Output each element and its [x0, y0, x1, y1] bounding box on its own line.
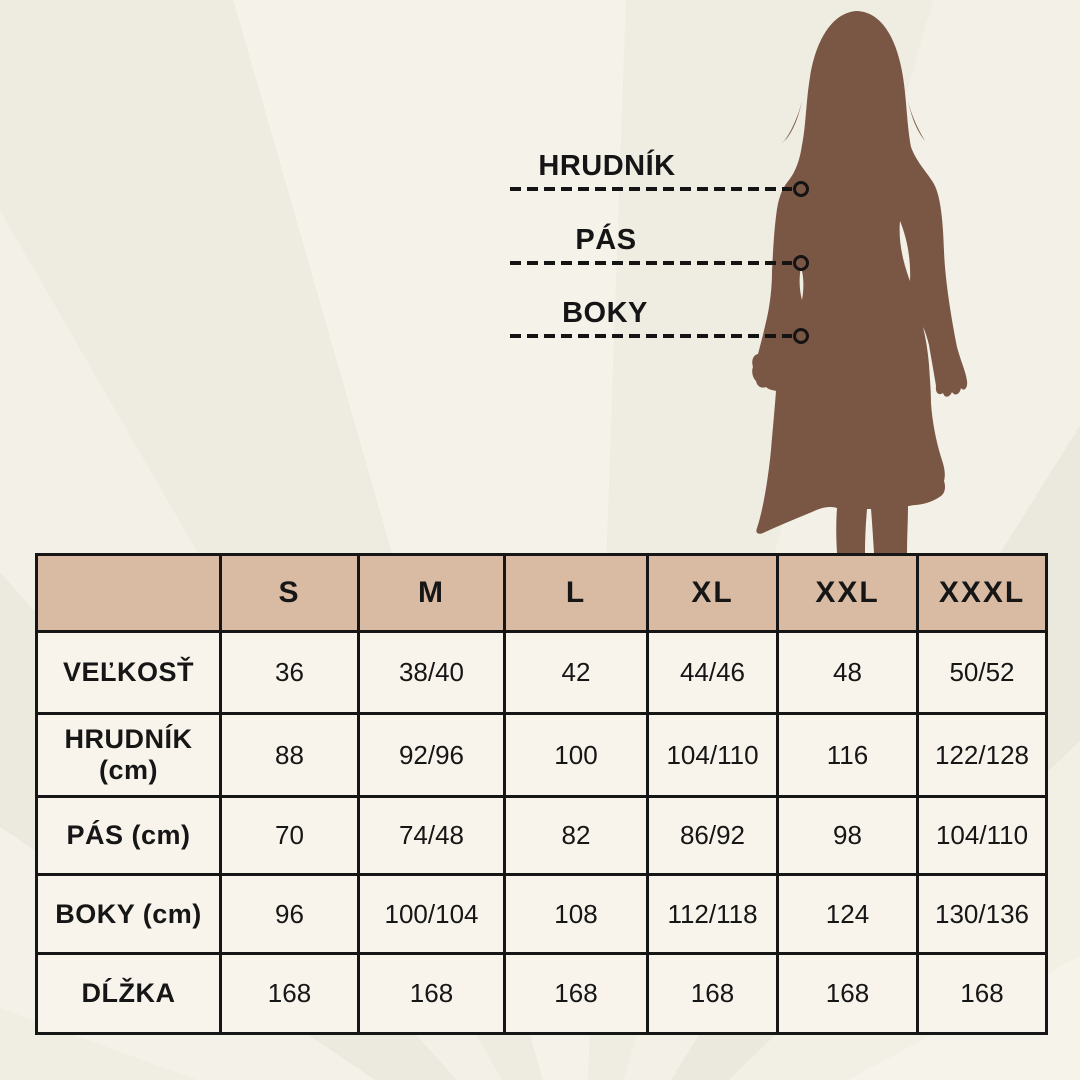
table-cell: 168: [505, 954, 648, 1034]
column-header-l: L: [505, 555, 648, 632]
measurement-point-icon: [793, 255, 809, 271]
row-label: VEĽKOSŤ: [37, 632, 221, 714]
row-label: PÁS (cm): [37, 797, 221, 875]
table-cell: 130/136: [918, 875, 1047, 954]
table-cell: 168: [918, 954, 1047, 1034]
table-cell: 38/40: [359, 632, 505, 714]
table-cell: 168: [648, 954, 778, 1034]
table-cell: 48: [778, 632, 918, 714]
column-header-xxl: XXL: [778, 555, 918, 632]
size-chart-table: [35, 553, 1048, 1035]
table-cell: 124: [778, 875, 918, 954]
table-cell: 122/128: [918, 714, 1047, 797]
table-cell: 82: [505, 797, 648, 875]
table-row-boky: [37, 875, 1047, 954]
table-cell: 86/92: [648, 797, 778, 875]
table-cell: 104/110: [918, 797, 1047, 875]
measurement-label-hrudnik: HRUDNÍK: [538, 150, 676, 182]
table-cell: 100/104: [359, 875, 505, 954]
table-cell: 96: [221, 875, 359, 954]
woman-silhouette-icon: [730, 5, 1020, 554]
table-cell: 36: [221, 632, 359, 714]
table-row-hrudnik: [37, 714, 1047, 797]
row-label: BOKY (cm): [37, 875, 221, 954]
dashed-line-boky: [510, 334, 792, 338]
column-header-s: S: [221, 555, 359, 632]
dashed-line-hrudnik: [510, 187, 792, 191]
measurement-label-boky: BOKY: [562, 297, 648, 329]
table-cell: 44/46: [648, 632, 778, 714]
table-cell: 112/118: [648, 875, 778, 954]
measurement-label-pas: PÁS: [575, 224, 637, 256]
table-cell: 74/48: [359, 797, 505, 875]
table-cell: 70: [221, 797, 359, 875]
column-header-xxxl: XXXL: [918, 555, 1047, 632]
table-cell: 50/52: [918, 632, 1047, 714]
table-cell: 168: [778, 954, 918, 1034]
dashed-line-pas: [510, 261, 792, 265]
table-cell: 116: [778, 714, 918, 797]
column-header-m: M: [359, 555, 505, 632]
table-cell: 104/110: [648, 714, 778, 797]
column-header-xl: XL: [648, 555, 778, 632]
table-cell: 98: [778, 797, 918, 875]
table-cell: 88: [221, 714, 359, 797]
table-cell: 42: [505, 632, 648, 714]
measurement-point-icon: [793, 181, 809, 197]
table-cell: 92/96: [359, 714, 505, 797]
measurement-point-icon: [793, 328, 809, 344]
table-cell: 108: [505, 875, 648, 954]
table-row-pas: [37, 797, 1047, 875]
row-label: HRUDNÍK (cm): [37, 714, 221, 797]
row-label: DĹŽKA: [37, 954, 221, 1034]
corner-cell: [37, 555, 221, 632]
table-row-velkost: [37, 632, 1047, 714]
table-row-dlzka: [37, 954, 1047, 1034]
table-cell: 168: [221, 954, 359, 1034]
table-cell: 100: [505, 714, 648, 797]
table-cell: 168: [359, 954, 505, 1034]
header-row: [37, 555, 1047, 632]
